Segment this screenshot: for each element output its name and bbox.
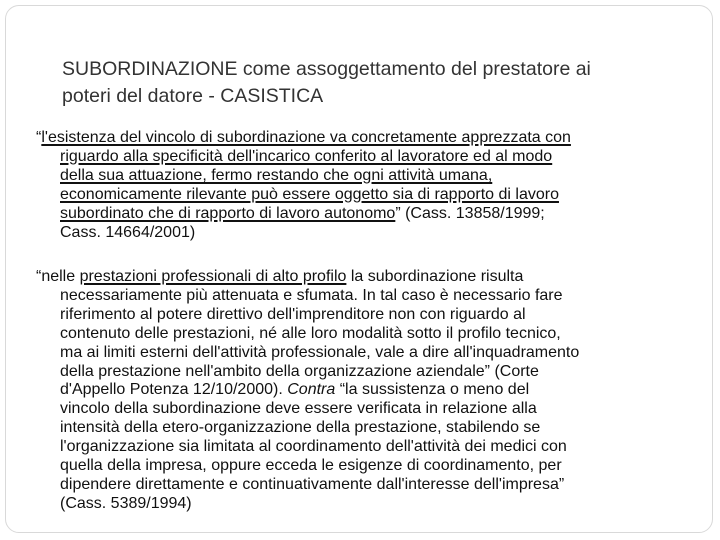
paragraph-line: l'organizzazione sia limitata al coordinamento dell'attività dei medici con bbox=[60, 438, 567, 456]
paragraph-line bbox=[36, 148, 696, 167]
paragraph-line bbox=[36, 186, 696, 205]
paragraph-line: contenuto delle prestazioni, né alle loro modalità sotto il profilo tecnico, bbox=[60, 324, 561, 342]
paragraph-line: ma ai limiti esterni dell'attività professionale, vale a dire all'inquadramento bbox=[60, 343, 580, 361]
paragraph-line bbox=[36, 129, 696, 148]
paragraph-line: intensità della etero-organizzazione della prestazione, stabilendo se bbox=[60, 419, 541, 437]
paragraph-line bbox=[36, 167, 696, 186]
paragraph-line: Cass. 14664/2001) bbox=[60, 223, 196, 241]
paragraph-quote-2 bbox=[36, 268, 696, 514]
paragraph-line: della prestazione nell'ambito della organizzazione aziendale” (Corte bbox=[60, 362, 539, 380]
paragraph-line: quella della impresa, oppure ecceda le esigenze di coordinamento, per bbox=[60, 457, 562, 475]
underlined-text: economicamente rilevante può essere oggetto sia di rapporto di lavoro bbox=[60, 185, 559, 203]
paragraph-line: riferimento al potere direttivo dell'imprenditore non con riguardo al bbox=[60, 305, 526, 323]
title-line: SUBORDINAZIONE come assoggettamento del prestatore ai bbox=[62, 58, 591, 80]
underlined-text: l'esistenza del vincolo di subordinazione va concretamente apprezzata con bbox=[41, 129, 571, 146]
slide-title bbox=[62, 56, 682, 110]
open-quote: “ bbox=[36, 129, 42, 146]
title-line: poteri del datore - CASISTICA bbox=[62, 85, 324, 107]
text-segment: la subordinazione risulta bbox=[346, 268, 524, 285]
paragraph-line bbox=[36, 381, 696, 400]
paragraph-line bbox=[36, 205, 696, 224]
underlined-text: della sua attuazione, fermo restando che ogni attività umana, bbox=[60, 166, 493, 184]
underlined-text: subordinato che di rapporto di lavoro autonomo bbox=[60, 204, 396, 222]
paragraph-line bbox=[36, 268, 696, 287]
underlined-text: prestazioni professionali di alto profilo bbox=[79, 268, 347, 285]
paragraph-line: vincolo della subordinazione deve essere verificata in relazione alla bbox=[60, 400, 537, 418]
paragraph-quote-1 bbox=[36, 129, 696, 242]
text-segment: “la sussistenza o meno del bbox=[335, 381, 530, 399]
italic-text: Contra bbox=[287, 381, 336, 399]
text-segment: “nelle bbox=[36, 268, 80, 285]
underlined-text: riguardo alla specificità dell'incarico conferito al lavoratore ed al modo bbox=[60, 147, 553, 165]
paragraph-line: dipendere direttamente e continuativamente dall'interesse dell'impresa” bbox=[60, 475, 565, 493]
citation-text: ” (Cass. 13858/1999; bbox=[395, 204, 545, 222]
paragraph-line: necessariamente più attenuata e sfumata. In tal caso è necessario fare bbox=[60, 286, 563, 304]
paragraph-line: (Cass. 5389/1994) bbox=[60, 494, 192, 512]
text-segment: d'Appello Potenza 12/10/2000). bbox=[60, 381, 288, 399]
